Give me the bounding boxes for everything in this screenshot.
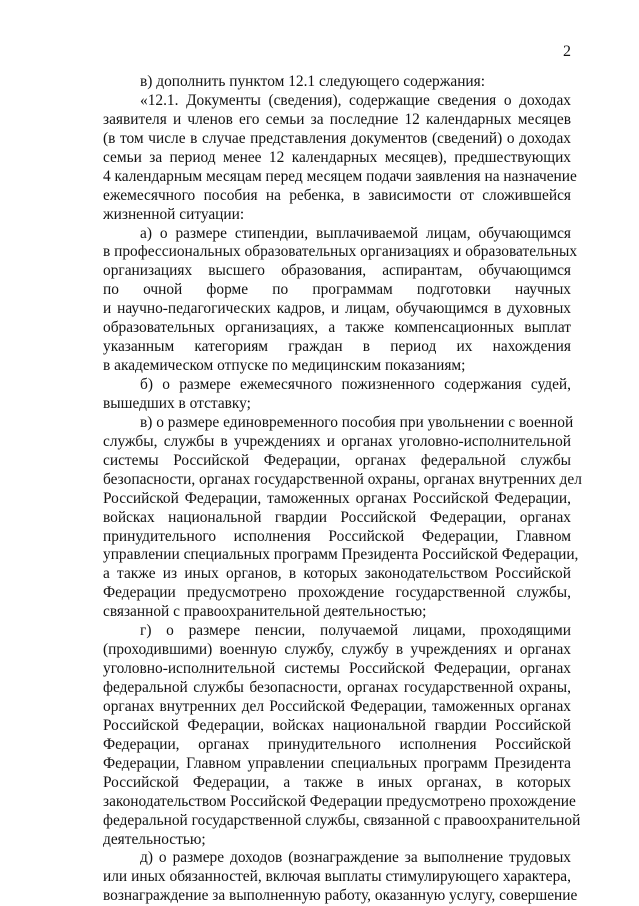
text-line: (в том числе в случае представления документов (сведений) о доходах: [103, 129, 571, 147]
text-line: указанным категориям граждан в период их нахождения: [103, 338, 571, 356]
text-line: ежемесячного пособия на ребенка, в зависимости от сложившейся: [103, 186, 571, 204]
text-line: в академическом отпуске по медицинским показаниям;: [103, 357, 466, 375]
text-line: д) о размере доходов (вознаграждение за выполнение трудовых: [140, 849, 571, 867]
text-line: деятельностью;: [103, 830, 206, 848]
text-line: семьи за период менее 12 календарных месяцев), предшествующих: [103, 148, 571, 166]
text-line: системы Российской Федерации, органах федеральной службы: [103, 451, 571, 469]
text-line: а) о размере стипендии, выплачиваемой лицам, обучающимся: [140, 224, 571, 242]
text-line: принудительного исполнения Российской Федерации, Главном: [103, 527, 571, 545]
text-line: уголовно-исполнительной системы Российской Федерации, органах: [103, 660, 571, 678]
text-line: в профессиональных образовательных организациях и образовательных: [103, 243, 578, 261]
text-line: безопасности, органах государственной охраны, органах внутренних дел: [103, 470, 582, 488]
text-line: и научно-педагогических кадров, и лицам, обучающимся в духовных: [103, 300, 571, 318]
text-line: в) дополнить пунктом 12.1 следующего содержания:: [140, 73, 486, 90]
text-line: управлении специальных программ Президента Российской Федерации,: [103, 546, 579, 564]
text-line: Федерации, органах принудительного исполнения Российской: [103, 735, 571, 753]
text-line: Российской Федерации, а также в иных органах, в которых: [103, 773, 571, 791]
text-line: войсках национальной гвардии Российской Федерации, органах: [103, 508, 571, 526]
text-line: по очной форме по программам подготовки научных: [103, 281, 571, 299]
text-line: связанной с правоохранительной деятельностью;: [103, 603, 427, 621]
text-line: Федерации, Главном управлении специальных программ Президента: [103, 754, 571, 772]
text-line: г) о размере пенсии, получаемой лицами, проходящими: [140, 622, 571, 640]
text-line: заявителя и членов его семьи за последние 12 календарных месяцев: [103, 110, 571, 128]
text-line: образовательных организациях, а также компенсационных выплат: [103, 319, 571, 337]
text-line: вознаграждение за выполненную работу, оказанную услугу, совершение: [103, 887, 578, 905]
text-line: Российской Федерации, войсках национальной гвардии Российской: [103, 716, 571, 734]
text-line: в) о размере единовременного пособия при увольнении с военной: [140, 413, 574, 431]
page-number: 2: [563, 43, 571, 60]
text-line: 4 календарным месяцам перед месяцем подачи заявления на назначение: [103, 167, 577, 185]
text-line: законодательством Российской Федерации предусмотрено прохождение: [103, 792, 576, 810]
text-line: Федерации предусмотрено прохождение государственной службы,: [103, 584, 571, 602]
text-line: «12.1. Документы (сведения), содержащие сведения о доходах: [140, 91, 571, 109]
text-line: вышедших в отставку;: [103, 394, 251, 412]
text-line: федеральной государственной службы, связанной с правоохранительной: [103, 811, 581, 829]
document-body: [103, 73, 582, 906]
text-line: (проходившими) военную службу, службу в учреждениях и органах: [103, 641, 571, 659]
text-line: жизненной ситуации:: [103, 205, 245, 223]
text-line: федеральной службы безопасности, органах государственной охраны,: [103, 679, 571, 696]
text-line: службы, службы в учреждениях и органах уголовно-исполнительной: [103, 432, 571, 450]
text-line: организациях высшего образования, аспирантам, обучающимся: [103, 262, 571, 280]
text-line: или иных обязанностей, включая выплаты стимулирующего характера,: [103, 868, 571, 886]
text-line: органах внутренних дел Российской Федерации, таможенных органах: [103, 697, 571, 715]
text-line: Российской Федерации, таможенных органах Российской Федерации,: [103, 489, 571, 507]
text-line: а также из иных органов, в которых законодательством Российской: [103, 565, 571, 583]
text-line: б) о размере ежемесячного пожизненного содержания судей,: [140, 376, 571, 393]
